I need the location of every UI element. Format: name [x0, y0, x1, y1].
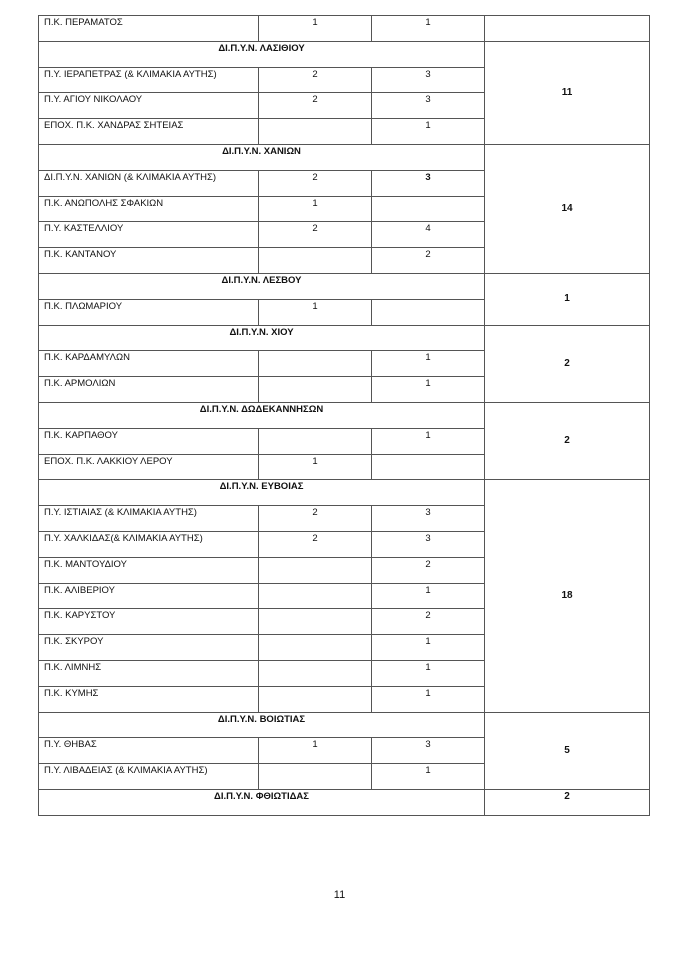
count-col3: 1: [372, 764, 485, 790]
count-col2: [259, 609, 372, 635]
count-col3: 3: [372, 67, 485, 93]
unit-name: Π.Κ. ΑΛΙΒΕΡΙΟΥ: [39, 583, 259, 609]
count-col3: 3: [372, 531, 485, 557]
count-col2: 2: [259, 93, 372, 119]
unit-name: Π.Κ. ΜΑΝΤΟΥΔΙΟΥ: [39, 557, 259, 583]
document-page: [38, 15, 649, 816]
group-header: ΔΙ.Π.Υ.Ν. ΒΟΙΩΤΙΑΣ: [39, 712, 485, 738]
group-header-row: [39, 41, 650, 67]
group-total: 11: [485, 41, 650, 144]
count-col3: [372, 299, 485, 325]
group-total: 14: [485, 144, 650, 273]
group-total: 2: [485, 402, 650, 479]
count-col3: 1: [372, 583, 485, 609]
count-col3: 3: [372, 93, 485, 119]
unit-name: Π.Κ. ΚΑΡΔΑΜΥΛΩΝ: [39, 351, 259, 377]
count-col2: [259, 660, 372, 686]
group-header-row: [39, 480, 650, 506]
count-col2: [259, 635, 372, 661]
unit-name: Π.Κ. ΣΚΥΡΟΥ: [39, 635, 259, 661]
count-col2: [259, 583, 372, 609]
count-col3: 1: [372, 351, 485, 377]
count-col3: 1: [372, 660, 485, 686]
unit-name: Π.Υ. ΧΑΛΚΙΔΑΣ(& ΚΛΙΜΑΚΙΑ ΑΥΤΗΣ): [39, 531, 259, 557]
unit-name: Π.Κ. ΚΑΝΤΑΝΟΥ: [39, 248, 259, 274]
count-col2: [259, 557, 372, 583]
count-col2: [259, 119, 372, 145]
count-col2: 1: [259, 299, 372, 325]
count-col2: 2: [259, 531, 372, 557]
count-col2: 2: [259, 170, 372, 196]
count-col3: 1: [372, 635, 485, 661]
count-col3: 1: [372, 16, 485, 42]
group-header: ΔΙ.Π.Υ.Ν. ΧΑΝΙΩΝ: [39, 144, 485, 170]
group-header-row: [39, 325, 650, 351]
group-total: 5: [485, 712, 650, 789]
group-total: [485, 16, 650, 42]
unit-name: Π.Υ. ΑΓΙΟΥ ΝΙΚΟΛΑΟΥ: [39, 93, 259, 119]
unit-name: Π.Κ. ΚΑΡΠΑΘΟΥ: [39, 428, 259, 454]
count-col2: 2: [259, 506, 372, 532]
group-header: ΔΙ.Π.Υ.Ν. ΔΩΔΕΚΑΝΝΗΣΩΝ: [39, 402, 485, 428]
unit-name: Π.Υ. ΙΕΡΑΠΕΤΡΑΣ (& ΚΛΙΜΑΚΙΑ ΑΥΤΗΣ): [39, 67, 259, 93]
unit-name: Π.Υ. ΘΗΒΑΣ: [39, 738, 259, 764]
unit-name: ΔΙ.Π.Υ.Ν. ΧΑΝΙΩΝ (& ΚΛΙΜΑΚΙΑ ΑΥΤΗΣ): [39, 170, 259, 196]
unit-name: Π.Κ. ΠΕΡΑΜΑΤΟΣ: [39, 16, 259, 42]
group-total: 2: [485, 325, 650, 402]
group-total: 18: [485, 480, 650, 712]
count-col3: 2: [372, 557, 485, 583]
count-col3: 1: [372, 428, 485, 454]
count-col2: [259, 428, 372, 454]
unit-name: ΕΠΟΧ. Π.Κ. ΛΑΚΚΙΟΥ ΛΕΡΟΥ: [39, 454, 259, 480]
count-col2: 1: [259, 16, 372, 42]
count-col3: 1: [372, 119, 485, 145]
count-col2: [259, 377, 372, 403]
count-col2: 1: [259, 454, 372, 480]
group-header: ΔΙ.Π.Υ.Ν. ΛΕΣΒΟΥ: [39, 273, 485, 299]
count-col3: 3: [372, 506, 485, 532]
group-header-row: [39, 712, 650, 738]
count-col3: [372, 196, 485, 222]
unit-name: Π.Υ. ΚΑΣΤΕΛΛΙΟΥ: [39, 222, 259, 248]
count-col3: 2: [372, 609, 485, 635]
count-col3: 1: [372, 686, 485, 712]
group-total: 1: [485, 273, 650, 325]
count-col2: 2: [259, 67, 372, 93]
count-col2: 1: [259, 738, 372, 764]
count-col3: 4: [372, 222, 485, 248]
unit-name: Π.Κ. ΚΥΜΗΣ: [39, 686, 259, 712]
count-col3: 3: [372, 738, 485, 764]
count-col3: [372, 454, 485, 480]
group-header: ΔΙ.Π.Υ.Ν. ΕΥΒΟΙΑΣ: [39, 480, 485, 506]
count-col3: 3: [372, 170, 485, 196]
count-col2: [259, 764, 372, 790]
unit-name: Π.Κ. ΠΛΩΜΑΡΙΟΥ: [39, 299, 259, 325]
count-col3: 1: [372, 377, 485, 403]
table-row: [39, 16, 650, 42]
unit-name: Π.Κ. ΚΑΡΥΣΤΟΥ: [39, 609, 259, 635]
count-col3: 2: [372, 248, 485, 274]
group-total: 2: [485, 789, 650, 815]
unit-name: Π.Υ. ΙΣΤΙΑΙΑΣ (& ΚΛΙΜΑΚΙΑ ΑΥΤΗΣ): [39, 506, 259, 532]
count-col2: [259, 351, 372, 377]
group-header-row: [39, 273, 650, 299]
unit-name: ΕΠΟΧ. Π.Κ. ΧΑΝΔΡΑΣ ΣΗΤΕΙΑΣ: [39, 119, 259, 145]
unit-name: Π.Κ. ΑΝΩΠΟΛΗΣ ΣΦΑΚΙΩΝ: [39, 196, 259, 222]
group-header: ΔΙ.Π.Υ.Ν. ΧΙΟΥ: [39, 325, 485, 351]
group-header: ΔΙ.Π.Υ.Ν. ΛΑΣΙΘΙΟΥ: [39, 41, 485, 67]
staffing-table: [38, 15, 650, 816]
group-header: ΔΙ.Π.Υ.Ν. ΦΘΙΩΤΙΔΑΣ: [39, 789, 485, 815]
unit-name: Π.Κ. ΑΡΜΟΛΙΩΝ: [39, 377, 259, 403]
group-header-row: [39, 789, 650, 815]
unit-name: Π.Κ. ΛΙΜΝΗΣ: [39, 660, 259, 686]
group-header-row: [39, 402, 650, 428]
unit-name: Π.Υ. ΛΙΒΑΔΕΙΑΣ (& ΚΛΙΜΑΚΙΑ ΑΥΤΗΣ): [39, 764, 259, 790]
count-col2: [259, 686, 372, 712]
count-col2: 1: [259, 196, 372, 222]
group-header-row: [39, 144, 650, 170]
count-col2: 2: [259, 222, 372, 248]
page-number: 11: [333, 889, 346, 901]
count-col2: [259, 248, 372, 274]
